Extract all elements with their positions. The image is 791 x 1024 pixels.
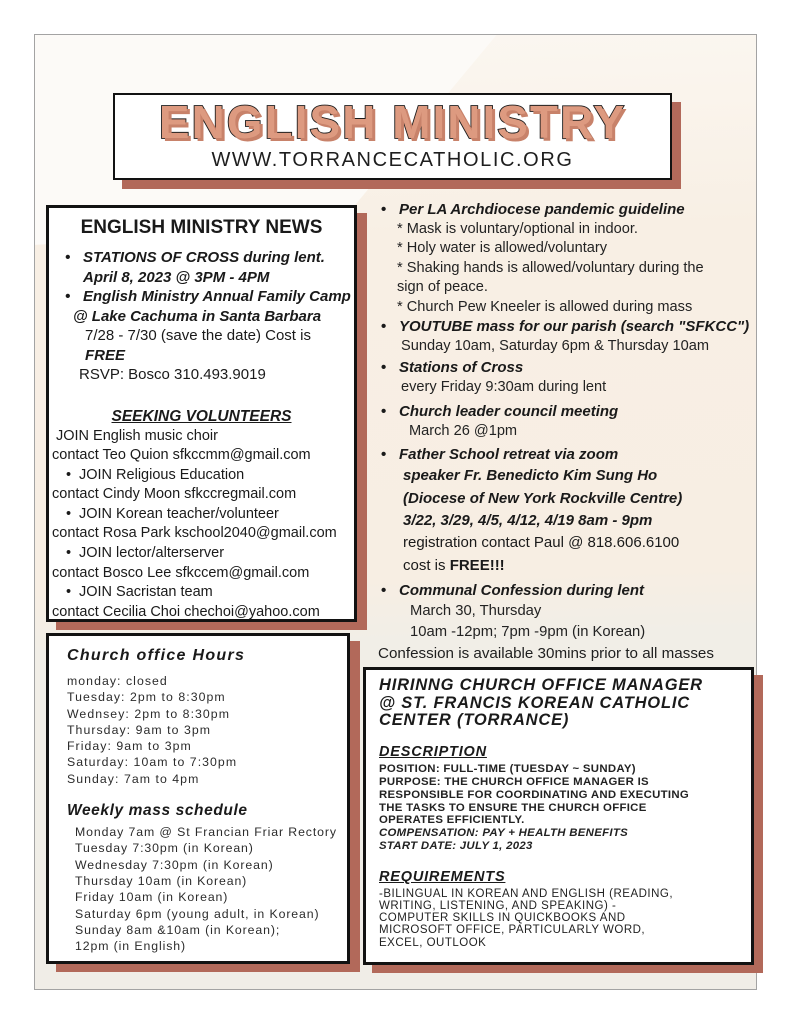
guideline-line: sign of peace. bbox=[397, 279, 488, 296]
youtube-sub-list bbox=[372, 337, 764, 356]
page-title: ENGLISH MINISTRY bbox=[158, 96, 627, 148]
hiring-title-line: HIRINNG CHURCH OFFICE MANAGER bbox=[379, 676, 703, 694]
announcement-sub-line: every Friday 9:30am during lent bbox=[401, 379, 607, 396]
council-sub-list bbox=[372, 422, 764, 441]
weekly-mass-line: Tuesday 7:30pm (in Korean) bbox=[75, 841, 254, 856]
weekly-mass-line: Thursday 10am (in Korean) bbox=[75, 873, 248, 888]
office-hours-line: Sunday: 7am to 4pm bbox=[67, 771, 200, 786]
requirements-lines bbox=[379, 888, 741, 948]
weekly-mass-list bbox=[67, 824, 339, 954]
header-box bbox=[113, 93, 672, 180]
office-hours-line: monday: closed bbox=[67, 674, 168, 688]
office-hours-list bbox=[67, 673, 339, 787]
news-cost-prefix: 7/28 - 7/30 (save the date) Cost is bbox=[85, 327, 311, 344]
description-line: THE TASKS TO ENSURE THE CHURCH OFFICE bbox=[379, 801, 647, 814]
announcement-sub-line: Sunday 10am, Saturday 6pm & Thursday 10am bbox=[401, 338, 709, 355]
guideline-line: * Holy water is allowed/voluntary bbox=[397, 240, 608, 257]
volunteer-line: contact Bosco Lee sfkccem@gmail.com bbox=[52, 564, 310, 581]
volunteer-line: contact Teo Quion sfkccmm@gmail.com bbox=[52, 447, 311, 464]
weekly-mass-line: 12pm (in English) bbox=[75, 939, 186, 954]
news-stations-line2: April 8, 2023 @ 3PM - 4PM bbox=[83, 268, 270, 286]
news-box bbox=[46, 205, 357, 622]
weekly-mass-line: Saturday 6pm (young adult, in Korean) bbox=[75, 906, 320, 921]
stations-sub-list bbox=[372, 378, 764, 397]
description-lines bbox=[379, 763, 741, 828]
announcements-column bbox=[372, 200, 764, 664]
father-school-line: speaker Fr. Benedicto Kim Sung Ho bbox=[403, 467, 658, 485]
description-italic-line: COMPENSATION: PAY + HEALTH BENEFITS bbox=[379, 827, 628, 840]
announcement-lead: • Communal Confession during lent bbox=[372, 581, 764, 601]
office-hours-line: Friday: 9am to 3pm bbox=[67, 739, 192, 754]
announcement-sub-line: 10am -12pm; 7pm -9pm (in Korean) bbox=[410, 623, 646, 640]
website-url: WWW.TORRANCECATHOLIC.ORG bbox=[211, 149, 574, 171]
office-hours-box bbox=[46, 633, 350, 964]
weekly-mass-line: Sunday 8am &10am (in Korean); bbox=[75, 922, 281, 937]
weekly-mass-line: Monday 7am @ St Francian Friar Rectory bbox=[75, 825, 337, 840]
volunteer-line: JOIN English music choir bbox=[56, 427, 218, 444]
cost-prefix: cost is bbox=[403, 556, 450, 574]
news-box-title: ENGLISH MINISTRY NEWS bbox=[80, 217, 323, 238]
announcement-sub-line: March 30, Thursday bbox=[410, 603, 542, 620]
announcement-youtube bbox=[372, 317, 764, 356]
guideline-line: * Shaking hands is allowed/voluntary during the bbox=[397, 259, 704, 276]
father-school-registration-line: registration contact Paul @ 818.606.6100 bbox=[403, 534, 680, 552]
volunteer-line: contact Rosa Park kschool2040@gmail.com bbox=[52, 525, 337, 542]
confession-sub-list bbox=[372, 601, 764, 642]
office-hours-line: Wednsey: 2pm to 8:30pm bbox=[67, 706, 230, 721]
volunteers-title: SEEKING VOLUNTEERS bbox=[111, 407, 292, 425]
description-line: RESPONSIBLE FOR COORDINATING AND EXECUTING bbox=[379, 788, 690, 801]
father-school-bold-lines bbox=[372, 465, 764, 532]
description-line: OPERATES EFFICIENTLY. bbox=[379, 814, 525, 827]
volunteer-line: contact Cecilia Choi chechoi@yahoo.com bbox=[52, 603, 320, 620]
requirements-line: -BILINGUAL IN KOREAN AND ENGLISH (READING, bbox=[379, 888, 674, 901]
hiring-title-line: @ ST. FRANCIS KOREAN CATHOLIC bbox=[379, 693, 690, 712]
weekly-mass-line: Wednesday 7:30pm (in Korean) bbox=[75, 857, 274, 872]
volunteer-line: • JOIN lector/alterserver bbox=[49, 544, 354, 564]
news-camp-line1: • English Ministry Annual Family Camp bbox=[49, 287, 354, 307]
announcement-confession bbox=[372, 581, 764, 642]
pandemic-guideline-list bbox=[372, 220, 764, 317]
cost-free: FREE!!! bbox=[449, 556, 505, 574]
volunteer-line: • JOIN Sacristan team bbox=[49, 583, 354, 603]
news-cost-free: FREE bbox=[85, 346, 126, 364]
requirements-line: WRITING, LISTENING, AND SPEAKING) - bbox=[379, 900, 617, 913]
description-line: POSITION: FULL-TIME (TUESDAY ~ SUNDAY) bbox=[379, 762, 636, 775]
news-camp-line2: @ Lake Cachuma in Santa Barbara bbox=[73, 307, 322, 325]
volunteer-line: contact Cindy Moon sfkccregmail.com bbox=[52, 486, 297, 503]
weekly-mass-line: Friday 10am (in Korean) bbox=[75, 890, 229, 905]
announcement-lead: • YOUTUBE mass for our parish (search "SFKCC") bbox=[372, 317, 764, 337]
requirements-line: COMPUTER SKILLS IN QUICKBOOKS AND bbox=[379, 912, 626, 925]
volunteer-line: • JOIN Korean teacher/volunteer bbox=[49, 505, 354, 525]
weekly-mass-title: Weekly mass schedule bbox=[67, 802, 248, 820]
description-line: PURPOSE: THE CHURCH OFFICE MANAGER IS bbox=[379, 775, 649, 788]
announcement-lead: • Father School retreat via zoom bbox=[372, 445, 764, 465]
news-cost-line bbox=[49, 326, 354, 365]
requirements-line: MICROSOFT OFFICE, PARTICULARLY WORD, bbox=[379, 924, 646, 937]
description-heading: DESCRIPTION bbox=[379, 743, 487, 760]
announcement-stations bbox=[372, 358, 764, 397]
volunteers-list bbox=[49, 427, 354, 623]
announcement-council-meeting bbox=[372, 402, 764, 441]
announcement-lead: • Per LA Archdiocese pandemic guideline bbox=[372, 200, 764, 220]
guideline-line: * Mask is voluntary/optional in indoor. bbox=[397, 221, 638, 237]
announcement-lead: • Church leader council meeting bbox=[372, 402, 764, 422]
volunteer-line: • JOIN Religious Education bbox=[49, 466, 354, 486]
news-stations-line1: • STATIONS OF CROSS during lent. bbox=[49, 248, 354, 268]
announcement-pandemic bbox=[372, 200, 764, 317]
requirements-heading: REQUIREMENTS bbox=[379, 869, 506, 886]
father-school-line: (Diocese of New York Rockville Centre) bbox=[403, 489, 683, 507]
announcement-lead: • Stations of Cross bbox=[372, 358, 764, 378]
hiring-box bbox=[363, 667, 754, 965]
announcement-father-school bbox=[372, 445, 764, 577]
description-italic-lines bbox=[379, 827, 741, 853]
father-school-cost-line bbox=[372, 555, 764, 577]
office-hours-line: Tuesday: 2pm to 8:30pm bbox=[67, 690, 226, 705]
announcement-sub-line: March 26 @1pm bbox=[409, 422, 518, 439]
father-school-line: 3/22, 3/29, 4/5, 4/12, 4/19 8am - 9pm bbox=[403, 512, 653, 530]
office-hours-line: Saturday: 10am to 7:30pm bbox=[67, 755, 238, 770]
guideline-line: * Church Pew Kneeler is allowed during mass bbox=[397, 298, 693, 315]
office-hours-line: Thursday: 9am to 3pm bbox=[67, 722, 212, 737]
news-rsvp-line: RSVP: Bosco 310.493.9019 bbox=[79, 366, 266, 383]
confession-availability-note: Confession is available 30mins prior to all masses bbox=[378, 645, 714, 663]
hiring-title bbox=[379, 677, 741, 730]
description-italic-line: START DATE: JULY 1, 2023 bbox=[379, 840, 533, 853]
requirements-line: EXCEL, OUTLOOK bbox=[379, 936, 487, 949]
office-hours-title: Church office Hours bbox=[67, 647, 246, 664]
hiring-title-line: CENTER (TORRANCE) bbox=[379, 711, 570, 730]
